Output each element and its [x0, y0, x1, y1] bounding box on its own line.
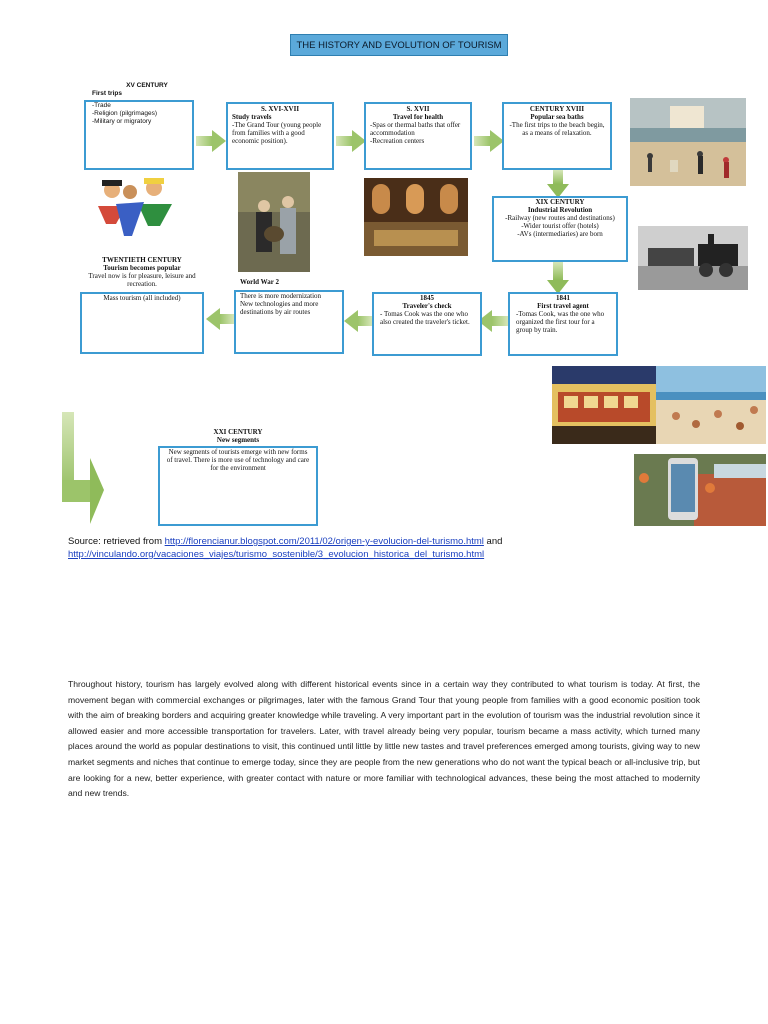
page-title: THE HISTORY AND EVOLUTION OF TOURISM [290, 34, 508, 56]
xix-century-box [492, 196, 628, 262]
xvi-text: -The Grand Tour (young people from families with a good economic position). [232, 121, 322, 145]
y1845-sub: Traveler's check [402, 302, 452, 310]
xvii-box [364, 102, 472, 170]
ww2-heading-wrap [240, 278, 279, 286]
arrow-down-1 [547, 170, 569, 198]
xv-heading: XV CENTURY [126, 82, 168, 89]
xix-item: -Wider tourist offer (hotels) [521, 222, 599, 230]
xv-item: -Religion (pilgrimages) [92, 110, 158, 117]
twentieth-extra: Mass tourism (all included) [103, 294, 181, 302]
twentieth-label [80, 256, 204, 288]
xviii-heading: CENTURY XVIII [529, 105, 585, 113]
xvi-sub: Study travels [232, 113, 272, 121]
y1845-text: - Tomas Cook was the one who also created the traveler's ticket. [380, 310, 470, 326]
arrow-left-2 [344, 310, 372, 332]
arrow-left-3 [206, 308, 234, 330]
xviii-text: -The first trips to the beach begin, as a means of relaxation. [509, 121, 605, 137]
xv-century-label [92, 82, 202, 98]
xix-heading: XIX CENTURY [535, 198, 585, 206]
arrow-left-1 [478, 310, 508, 332]
xxi-heading: XXI CENTURY [213, 428, 263, 436]
source-link-2[interactable]: http://vinculando.org/vacaciones_viajes/turismo_sostenible/3_evolucion_historica_del_turismo.html [68, 549, 485, 560]
xviii-box [502, 102, 612, 170]
twentieth-heading: TWENTIETH CENTURY [102, 256, 182, 264]
xv-century-box [84, 100, 194, 170]
xv-sub: First trips [92, 90, 122, 97]
thermal-bath-photo [364, 178, 468, 256]
train-travel-poster [552, 366, 656, 444]
xix-item: -AVs (intermediaries) are born [517, 230, 603, 238]
xix-sub: Industrial Revolution [527, 206, 593, 214]
xxi-box [158, 446, 318, 526]
locomotive-photo [638, 226, 748, 290]
xvii-sub: Travel for health [392, 113, 444, 121]
twentieth-box [80, 292, 204, 354]
source-mid: and [483, 536, 503, 547]
arrow-down-2 [547, 262, 569, 294]
source-link-1[interactable]: http://florencianur.blogspot.com/2011/02/origen-y-evolucion-del-turismo.html [164, 536, 484, 547]
dancers-illustration [96, 176, 176, 240]
box-1841 [508, 292, 618, 356]
ww2-item: There is more modernization [240, 292, 322, 300]
arrow-bent-down-right [62, 412, 104, 524]
arrow-right-1 [196, 130, 226, 152]
xxi-text: New segments of tourists emerge with new forms of travel. There is more use of technology and care for the environment [166, 448, 310, 472]
beach-painting [630, 98, 746, 186]
xvii-item: -Recreation centers [370, 137, 425, 145]
y1841-sub: First travel agent [537, 302, 589, 310]
ww2-item: New technologies and more destinations by air routes [240, 300, 319, 316]
y1841-text: -Tomas Cook, was the one who organized the first tour for a group by train. [516, 310, 605, 334]
grand-tour-painting [238, 172, 310, 272]
xv-item: -Military or migratory [92, 118, 152, 125]
xix-item: -Railway (new routes and destinations) [505, 214, 615, 222]
xviii-sub: Popular sea baths [530, 113, 584, 121]
y1845-heading: 1845 [420, 294, 434, 302]
summary-paragraph: Throughout history, tourism has largely evolved along with different historical events since in a certain way they contributed to what tourism is today. At first, the movement began with commercial exchanges or pilgrimages, later with the famous Grand Tour that young people from families with a good economic position took with the aim of breaking borders and acquiring greater knowledge while traveling. A very important part in the evolution of tourism was the industrial revolution since it allowed easier and more accessible transportation for travelers. Later, with travel already being very popular, tourism became a mass activity, which turned many places around the world as popular destinations to visit, this continued until little by little new tastes and travel preferences emerged among tourists, giving way to new market segments and niches that continue to emerge today, since they are people from the new generations who do not want the typical beach or all-inclusive trip, but are looking for a new, better experience, with greater contact with nature or more familiar with technological advances, these being the most attached to modernity and new trends. [68, 679, 700, 799]
xvii-item: -Spas or thermal baths that offer accommodation [370, 121, 461, 137]
twentieth-sub: Tourism becomes popular [103, 264, 181, 272]
mass-beach-photo [656, 366, 766, 444]
ww2-heading: World War 2 [240, 278, 280, 286]
source-citation [68, 535, 728, 561]
twentieth-text: Travel now is for pleasure, leisure and recreation. [88, 272, 196, 288]
xxi-sub: New segments [216, 436, 260, 444]
ww2-box [234, 290, 344, 354]
xxi-label [158, 428, 318, 444]
arrow-right-2 [336, 130, 366, 152]
smartphone-travel-photo [634, 454, 766, 526]
arrow-right-3 [474, 130, 504, 152]
xv-item: -Trade [92, 102, 111, 109]
y1841-heading: 1841 [556, 294, 570, 302]
box-1845 [372, 292, 482, 356]
xvii-heading: S. XVII [406, 105, 430, 113]
xvi-heading: S. XVI-XVII [260, 105, 300, 113]
source-prefix: Source: retrieved from [68, 536, 165, 547]
xvi-xvii-box [226, 102, 334, 170]
